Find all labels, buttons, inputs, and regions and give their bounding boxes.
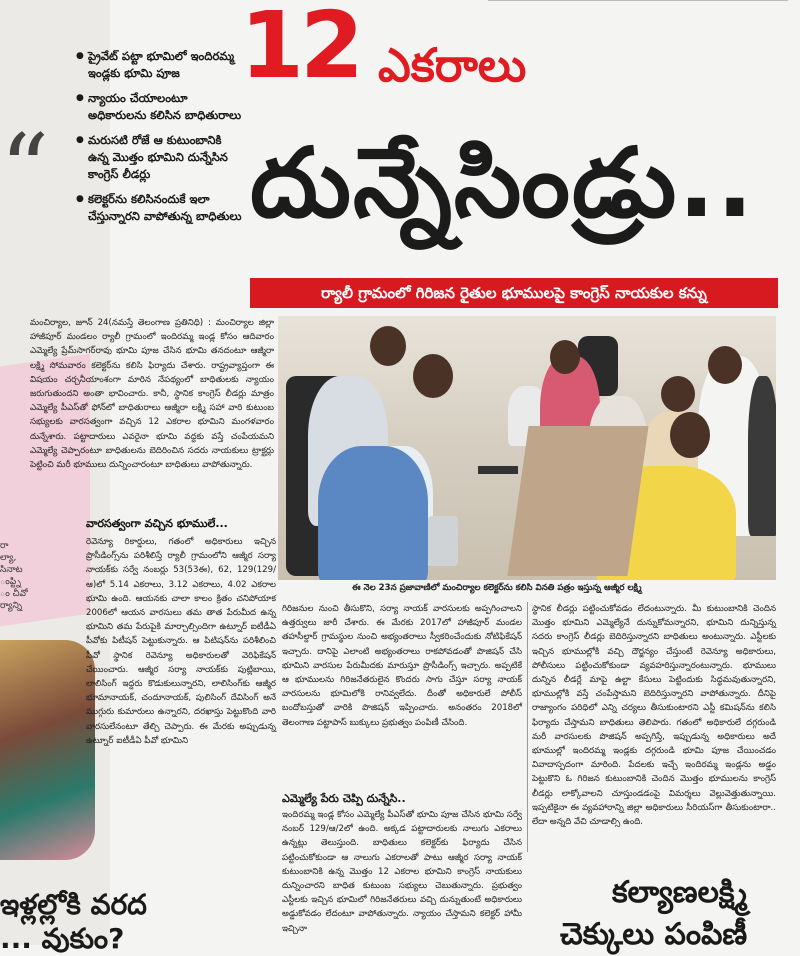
- left-page-photo: [0, 640, 95, 860]
- article-subheading-2: ఎమ్మెల్యే పేరు చెప్పి దున్నేసి..: [282, 792, 406, 805]
- news-photo: [278, 316, 776, 580]
- left-page-bottom-headline: ఇళ్లల్లోకి వరద ... వుకుం?: [0, 888, 147, 955]
- article-intro: మంచిర్యాల, జూన్ 24(నమస్తే తెలంగాణ ప్రతినిధి) : మంచిర్యాల జిల్లా హాజీపూర్ మండలం ర్యాలీ గ్రామంలో ఇందిరమ్మ ఇండ్ల కోసం ఆదివారం ఎమ్మెల్యే ప్రేమ్‌సాగర్‌రావు భూమి పూజ చేసిన భూమి తనదంటూ ఆజ్మీరా లక్ష్మి సోమవారం కలెక్టర్‌ను కలిసి ఫిర్యాదు చేశారు. రాష్ట్రవ్యాప్తంగా ఈ విషయం చర్చనీయాంశంగా మారిన నేపథ్యంలో బాధితులకు న్యాయం జరుగుతుందని అంతా భావించారు. కానీ, స్థానిక కాంగ్రెస్ లీడర్లు మాత్రం ఎమ్మెల్యే పీఎస్‌తో ఫోన్‌లో బాధితురాలు ఆజ్మీరా లక్ష్మి సహా వారి కుటుంబ సభ్యులకు వారసత్వంగా వచ్చిన 12 ఎకరాల భూమిని మంగళవారం దున్నేశారు. పట్టాదారులు ఎవరైనా భూమి వద్దకు వస్తే చంపేయమని ఎమ్మెల్యే చెప్పారంటూ బాధితులను బెదిరించిన సదరు నాయకులు ట్రాక్టర్లు పెట్టించి మరీ భూములు దున్నించారంటూ బాధితులు వాపోతున్నారు.: [30, 318, 274, 471]
- bullet-item: ● మరుసటి రోజే ఆ కుటుంబానికి ఉన్న మొత్తం భూమిని దున్నేసిన కాంగ్రెస్ లీడర్లు: [78, 132, 246, 183]
- headline-main: దున్నేసిండ్రు..: [250, 127, 756, 239]
- article-para-3: ఇందిరమ్మ ఇండ్ల కోసం ఎమ్మెల్యే పీఎస్‌తో భూమి పూజ చేసిన భూమి సర్వే నంబర్ 129/ఆ/2లో ఉంది. అక్కడ పట్టాదారులకు నాలుగు ఎకరాలు ఉన్నట్లు తెలుస్తుంది. బాధితులు కలెక్టర్‌కు ఫిర్యాదు చేసిన పట్టించుకోకుండా ఆ నాలుగు ఎకరాలతో పాటు ఆజ్మీర సర్యా నాయక్ కుటుంబానికి ఉన్న మొత్తం 12 ఎకరాల భూమిని కాంగ్రెస్ నాయకులు దున్నించారని బాధిత కుటుంబ సభ్యులు చెబుతున్నారు. ప్రభుత్వం ఎస్టీలకు ఇచ్చిన భూమిలో గిరిజనేతరులు వచ్చి దున్నుతుంటే అధికారులు అడ్డుకోవడం లేదంటూ వాపోతున్నారు. న్యాయం చేస్తామని కలెక్టర్ హామీ ఇచ్చినా: [282, 810, 522, 934]
- bullet-item: ● కలెక్టర్‌ను కలిసినందుకే ఇలా చేస్తున్నారని వాపోతున్న బాధితులు: [78, 191, 246, 225]
- bullet-item: ● ప్రైవేట్ పట్టా భూమిలో ఇందిరమ్మ ఇండ్లకు భూమి పూజ: [78, 48, 246, 82]
- headline-number: 12: [240, 0, 361, 99]
- article-para-1: రెవెన్యూ రికార్డులు, గతంలో అధికారులు ఇచ్చిన ప్రొసీడింగ్స్‌ను పరిశీలిస్తే ర్యాలీ గ్రామంలోని ఆజ్మీర సర్యా నాయక్‌కు సర్వే నంబర్లు 53(53ఈ), 62, 129(129/ఆ)లో 5.14 ఎకరాలు, 3.12 ఎకరాలు, 4.02 ఎకరాల భూమి ఉంది. ఆయనకు చాలా కాలం క్రితం చనిపోయాక 2006లో ఆయన వారసులు తమ తాత పేరుమీద ఉన్న భూమిని తమ పేరుపైకి మార్చాల్సిందిగా ఉట్నూర్ ఐటీడీఏ పీవోకు పిటీషన్ పెట్టుకున్నారు. ఆ పిటిషన్‌ను పరిశీలించి పీవో స్థానిక రెవెన్యూ అధికారులతో వెరిఫికేషన్ చేయించారు. ఆజ్మీర సర్యా నాయక్‌కు పుట్లిబాయి, లాలిసింగ్ ఇద్దరు కొడుకులున్నారని, లాలిసింగ్‌కు ఆజ్మీర భూమానాయక్, చందూనాయక్, పులిసింగ్ దేవిసింగ్ అనే ముగ్గురు కుమారులు ఉన్నారని, దరఖాస్తు పెట్టుకొంది వారి వారసులేనంటూ తేల్చి చెప్పారు. ఈ మేరకు అప్పుడున్న ఉట్నూర్ ఐటీడీఏ పీవో భూమిని: [86, 537, 276, 746]
- top-rule: [488, 0, 788, 6]
- photo-caption: ఈ నెల 23న ప్రజావాణిలో మంచిర్యాల కలెక్టర్‌ను కలిసి వినతి పత్రం ఇస్తున్న ఆజ్మీర లక్ష్మి: [352, 583, 642, 593]
- left-page-text-snips: రా ల్యా, సినాట ంప్ట్ని ం చీవో ర్యాన్ని: [0, 541, 28, 611]
- headline-word: ఎకరాలు: [378, 38, 527, 92]
- article-para-2: గిరిజనుల నుంచి తీసుకొని, సర్యా నాయక్ వారసులకు అప్పగించాలని ఉత్తర్వులు జారీ చేశారు. ఈ మేరకు 2017లో హాజీపూర్ మండల తహసీల్దార్ గ్రామస్థుల నుంచి అభ్యంతరాలు స్వీకరించేందుకు నోటిఫికేషన్ ఇచ్చారు. దానిపై ఎలాంటి అభ్యంతరాలు రాకపోవడంతో పొజిషన్ చేసి భూమిని వారసుల పేరుమీదకు మారుస్తూ ప్రొసీడింగ్స్ ఇచ్చారు. అప్పటికే ఆ భూములను గిరిజనేతరులైన కొందరు సాగు చేస్తూ సర్యా నాయక్ వారసులను భూమిలోకి రానివ్వలేదు. దీంతో అధికారులే పోలీస్ బందోబస్తుతో వారికి పొజిషన్ ఇప్పించారు. అనంతరం 2018లో తెలంగాణ పట్టాపాస్ బుక్కులు ప్రభుత్వం పంపిణీ చేసింది.: [282, 604, 522, 728]
- teaser-headline-1: కల్యాణలక్ష్మి: [612, 875, 748, 910]
- subheadline-banner: ర్యాలీ గ్రామంలో గిరిజన రైతుల భూములపై కాంగ్రెస్ నాయకుల కన్ను: [250, 278, 778, 308]
- bullet-item: ● న్యాయం చేయాలంటూ అధికారులను కలిసిన బాధితురాలు: [78, 90, 246, 124]
- highlight-bullets: [78, 48, 246, 233]
- quote-mark-icon: “: [0, 114, 50, 226]
- article-subheading-1: వారసత్వంగా వచ్చిన భూములే...: [86, 517, 228, 530]
- column-divider: [527, 602, 528, 852]
- article-para-4: స్థానిక లీడర్లు పట్టించుకోవడం లేదంటున్నారు. మీ కుటుంబానికి చెందిన మొత్తం భూమిని ఎమ్మెల్యేనే దున్నుకోమన్నారని, భూమిని దున్నిస్తున్న సదరు కాంగ్రెస్ లీడర్లు బెదిరిస్తున్నారని బాధితులు అంటున్నారు. ఎస్టీలకు ఇచ్చిన భూముల్లోకి వచ్చి దౌర్జన్యం చేస్తుంటే రెవెన్యూ అధికారులు, పోలీసులు పట్టించుకోకుండా వ్యవహరిస్తున్నారంటున్నారు. భూములు దున్నిన లీడర్లే మాపై ఉల్టా కేసులు పెట్టిందుకు సిద్ధమవుతున్నారని, భూముల్లోకి వస్తే చంపేస్తామని బెదిరిస్తున్నారని వాపోతున్నారు. దీనిపై రాజ్యాంగం పరిధిలో ఎన్ని చర్యలు తీసుకుంటారని ఎస్టీ కమిషన్‌ను కలిసి ఫిర్యాదు చేస్తామని బాధితులు తెలిపారు. గతంలో అధికారులే దగ్గరుండి మరీ వారసులకు పొజిషన్ అప్పగిస్తే, ఇప్పుడున్న అధికారులు అదే భూముల్లో ఇందిరమ్మ ఇండ్లకు దగ్గరుండి భూమి పూజ చేయించడం వివాదాస్పదంగా మారింది. పేదలకు ఇచ్చే ఇందిరమ్మ ఇండ్లను అడ్డం పెట్టుకొని ఓ గిరిజన కుటుంబానికి చెందిన మొత్తం భూములను కాంగ్రెస్ లీడర్లు లాక్కోవాలని చూస్తుండడంపై విమర్శలు వెల్లువెత్తుతున్నాయి. ఇప్పటికైనా ఈ వ్యవహారాన్ని జిల్లా అధికారులు సీరియస్‌గా తీసుకుంటారా.. లేదా అన్నది వేచి చూడాల్సి ఉంది.: [532, 604, 776, 828]
- teaser-headline-2: చెక్కులు పంపిణీ: [560, 917, 748, 952]
